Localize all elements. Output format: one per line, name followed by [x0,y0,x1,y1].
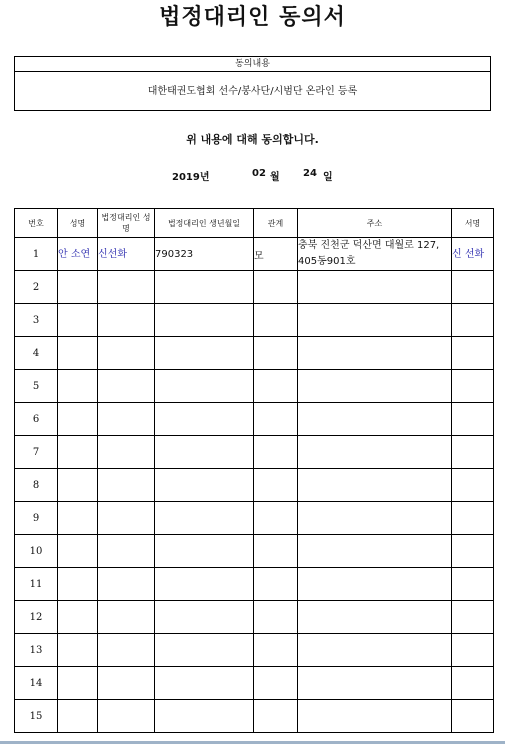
guardian-name-cell [98,535,155,568]
signature-cell [452,304,494,337]
date-month: 02 [252,168,266,179]
relation-cell [254,271,298,304]
address-cell [298,403,452,436]
address-cell [298,337,452,370]
signature-table [14,208,494,733]
row-number-cell: 15 [15,700,58,733]
header-guardian-name: 법정대리인 성명 [98,209,155,238]
guardian-name-cell [98,436,155,469]
address-cell [298,667,452,700]
relation-cell [254,502,298,535]
guardian-birthdate-cell: 790323 [155,238,254,271]
consent-body: 대한태권도협회 선수/봉사단/시범단 온라인 등록 [147,86,358,97]
student-name-cell [58,370,98,403]
guardian-birthdate-cell [155,502,254,535]
address-cell [298,634,452,667]
signature-cell [452,337,494,370]
guardian-name-cell [98,337,155,370]
signature-cell [452,634,494,667]
address-cell [298,601,452,634]
document-title: 법정대리인 동의서 [159,4,346,30]
table-row [15,271,494,304]
guardian-birthdate-cell [155,601,254,634]
address-cell [298,370,452,403]
row-number-cell: 3 [15,304,58,337]
date-day: 24 [303,168,317,179]
table-row [15,535,494,568]
signature-cell [452,535,494,568]
student-name-cell [58,403,98,436]
row-number-cell: 14 [15,667,58,700]
table-row [15,634,494,667]
guardian-birthdate-cell [155,271,254,304]
table-row [15,700,494,733]
address-cell [298,535,452,568]
guardian-name-cell [98,601,155,634]
signature-cell [452,502,494,535]
signature-cell [452,700,494,733]
guardian-name-cell [98,403,155,436]
row-number-cell: 5 [15,370,58,403]
address-cell: 충북 진천군 덕산면 대월로 127, 405동901호 [298,238,452,271]
guardian-name-cell [98,667,155,700]
row-number-cell: 11 [15,568,58,601]
student-name-cell [58,304,98,337]
row-number-cell: 6 [15,403,58,436]
date-day-label: 일 [323,172,333,183]
relation-cell [254,535,298,568]
guardian-name-cell [98,700,155,733]
student-name-cell [58,535,98,568]
row-number-cell: 8 [15,469,58,502]
header-name: 성명 [58,209,98,238]
table-row [15,436,494,469]
guardian-birthdate-cell [155,337,254,370]
relation-cell: 모 [254,238,298,271]
date-month-label: 월 [270,172,280,183]
guardian-birthdate-cell [155,568,254,601]
header-guardian-birth: 법정대리인 생년월일 [155,209,254,238]
guardian-name-cell [98,469,155,502]
header-relation: 관계 [254,209,298,238]
guardian-name-cell: 신선화 [98,238,155,271]
table-header-row [15,209,494,238]
table-row [15,238,494,271]
guardian-name-cell [98,304,155,337]
address-cell [298,568,452,601]
row-number-cell: 9 [15,502,58,535]
student-name-cell [58,568,98,601]
address-cell [298,271,452,304]
guardian-birthdate-cell [155,535,254,568]
relation-cell [254,337,298,370]
student-name-cell [58,667,98,700]
relation-cell [254,370,298,403]
table-row [15,502,494,535]
guardian-birthdate-cell [155,436,254,469]
guardian-birthdate-cell [155,403,254,436]
row-number-cell: 12 [15,601,58,634]
header-num: 번호 [15,209,58,238]
student-name-cell [58,700,98,733]
guardian-name-cell [98,370,155,403]
signature-cell [452,271,494,304]
signature-cell [452,568,494,601]
guardian-name-cell [98,271,155,304]
relation-cell [254,436,298,469]
header-signature: 서명 [452,209,494,238]
guardian-birthdate-cell [155,304,254,337]
table-row [15,403,494,436]
signature-cell [452,469,494,502]
guardian-birthdate-cell [155,469,254,502]
relation-cell [254,304,298,337]
guardian-name-cell [98,634,155,667]
guardian-birthdate-cell [155,634,254,667]
address-cell [298,700,452,733]
relation-cell [254,634,298,667]
signature-cell [452,436,494,469]
signature-cell [452,403,494,436]
relation-cell [254,667,298,700]
signature-cell [452,370,494,403]
consent-header: 동의내용 [15,57,490,72]
student-name-cell [58,436,98,469]
address-cell [298,469,452,502]
student-name-cell [58,601,98,634]
table-row [15,304,494,337]
agree-statement: 위 내용에 대해 동의합니다. [186,133,319,146]
header-address: 주소 [298,209,452,238]
signature-cell [452,667,494,700]
student-name-cell [58,337,98,370]
date-year: 2019년 [172,172,210,183]
guardian-birthdate-cell [155,700,254,733]
table-row [15,601,494,634]
row-number-cell: 10 [15,535,58,568]
table-row [15,568,494,601]
table-row [15,667,494,700]
signature-cell: 신 선화 [452,238,494,271]
address-cell [298,502,452,535]
table-row [15,370,494,403]
student-name-cell [58,271,98,304]
guardian-birthdate-cell [155,667,254,700]
table-row [15,469,494,502]
address-cell [298,304,452,337]
student-name-cell: 안 소연 [58,238,98,271]
guardian-name-cell [98,568,155,601]
relation-cell [254,700,298,733]
student-name-cell [58,634,98,667]
signature-cell [452,601,494,634]
student-name-cell [58,469,98,502]
student-name-cell [58,502,98,535]
relation-cell [254,568,298,601]
row-number-cell: 7 [15,436,58,469]
row-number-cell: 1 [15,238,58,271]
relation-cell [254,403,298,436]
row-number-cell: 4 [15,337,58,370]
guardian-birthdate-cell [155,370,254,403]
row-number-cell: 2 [15,271,58,304]
row-number-cell: 13 [15,634,58,667]
consent-box [14,56,491,111]
guardian-name-cell [98,502,155,535]
relation-cell [254,601,298,634]
relation-cell [254,469,298,502]
address-cell [298,436,452,469]
table-row [15,337,494,370]
